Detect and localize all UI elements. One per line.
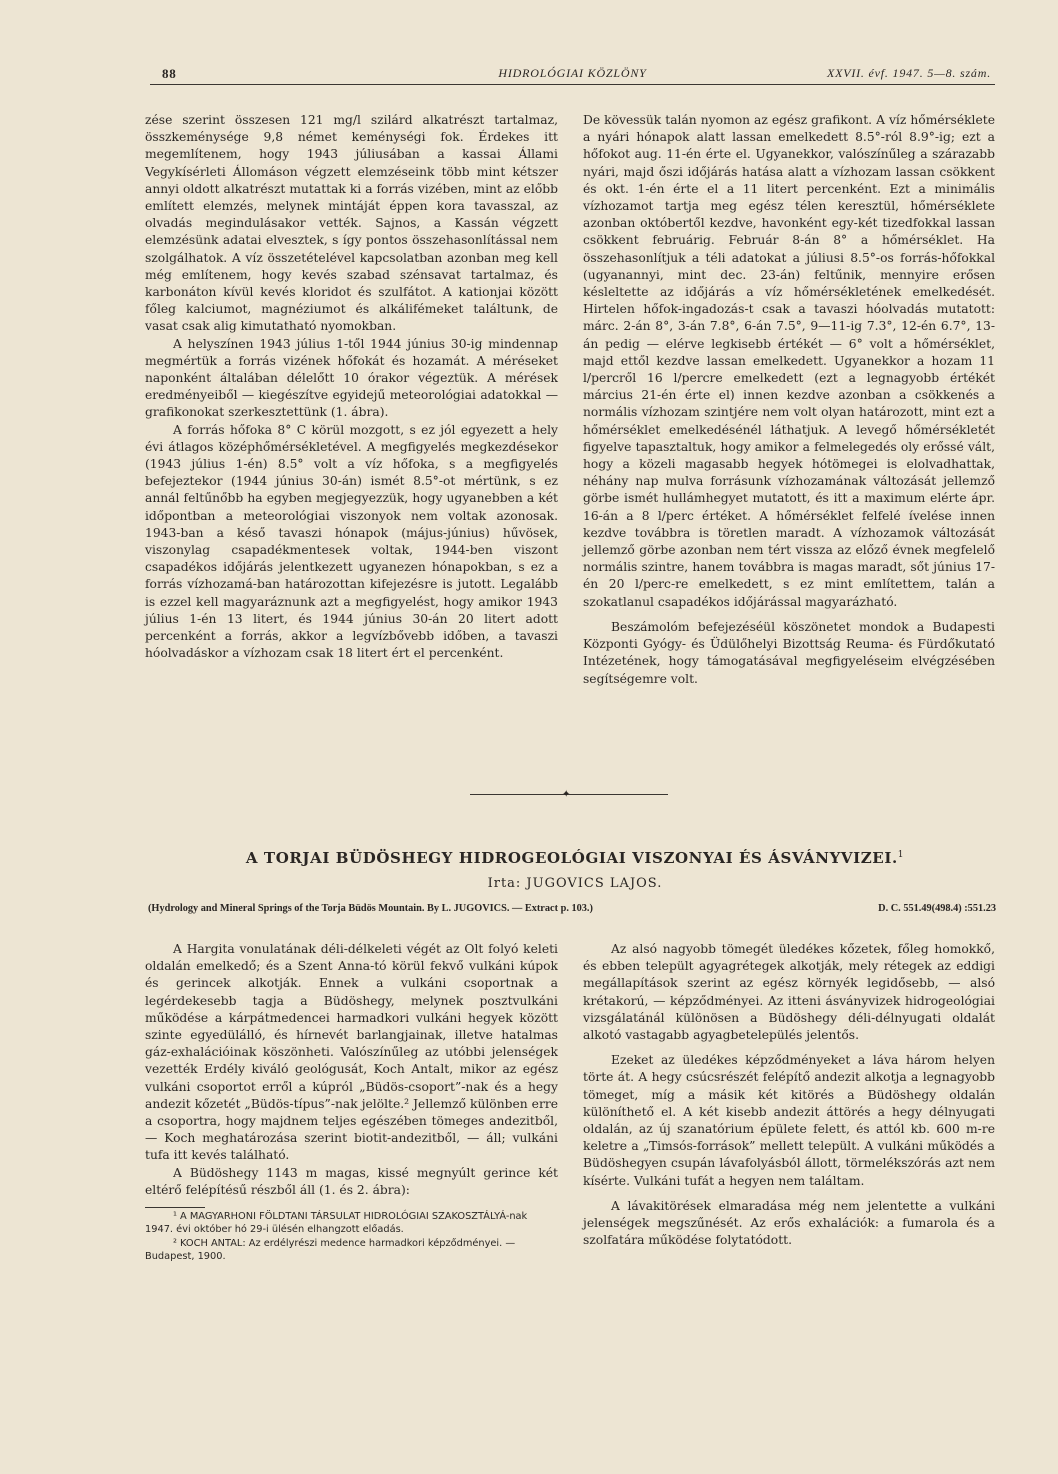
article2-column-right [583,941,995,1249]
paragraph: A helyszínen 1943 július 1-től 1944 június 30-ig mindennap megmértük a forrás vizének hőfokát és hozamát. A méréseket naponként általában délelőtt 10 órakor végeztük. A mérések eredményeiből — kiegészítve egyidejű meteorológiai adatokkal — grafikonokat szerkesztettünk (1. ábra). [145,336,558,420]
footnote-rule [145,1207,205,1208]
ornament-icon: ✦ [562,789,571,800]
page-number: 88 [162,66,177,81]
footnote: ² KOCH ANTAL: Az erdélyrészi medence harmadkori képződményei. — Budapest, 1900. [145,1238,516,1262]
article1-column-right [583,112,995,688]
decimal-classification: D. C. 551.49(498.4) :551.23 [878,903,996,914]
title-footnote-mark: 1 [897,850,905,860]
english-title: (Hydrology and Mineral Springs of the Torja Büdös Mountain. By L. JUGOVICS. — Extract p. 103.) [148,903,593,914]
paragraph: Beszámolóm befejezéséül köszönetet mondok a Budapesti Központi Gyógy- és Üdülőhelyi Bizottság Reuma- és Fürdőkutató Intézetének, hogy támogatásával megfigyeléseim elvégzésében segítségemre volt. [583,619,995,686]
paragraph: A Hargita vonulatának déli-délkeleti végét az Olt folyó keleti oldalán emelkedő; és a Szent Anna-tó körül fekvő vulkáni kúpok és gerincek alkotják. Ennek a vulkáni csoportnak a legérdekesebb tagja a Büdöshegy, melynek posztvulkáni működése a kárpátmedencei harmadkori vulkáni hegyek között szinte egyedülálló, és hírnevét barlangjainak, illetve hatalmas gáz-exhalációinak köszönheti. Valószínűleg az utóbbi jelenségek vezették Erdély kiváló geológusát, Koch Antalt, mikor az egész vulkáni csoportot erről a kúpról „Büdös-csoport”-nak és a hegy andezit kőzetét „Büdös-típus”-nak jelölte.² Jellemző különben erre a csoportra, hogy majdnem teljes egészében tömeges andezitből, — Koch meghatározása szerint biotit-andezitből, — áll; vulkáni tufa itt kevés található. [145,942,558,1163]
paragraph: Ezeket az üledékes képződményeket a láva három helyen törte át. A hegy csúcsrészét felépítő andezit alkotja a legnagyobb tömeget, míg a másik két kitörés a Büdöshegy oldalán különíthető el. A két kisebb andezit áttörés a hegy délnyugati oldalán, az új szanatórium épülete felett, és attól kb. 600 m-re keletre a „Timsós-források” mellett települt. A vulkáni működés a Büdöshegyen csupán lávafolyásból állott, törmelékszórás azt nem kísérte. Vulkáni tufát a hegyen nem találtam. [583,1053,995,1188]
paragraph: Az alsó nagyobb tömegét üledékes kőzetek, főleg homokkő, és ebben települt agyagrétegek alkotják, mely rétegek az eddigi megállapítások szerint az egész környék legidősebb, — alsó krétakorú, — képződményei. Az itteni ásványvizek hidrogeológiai vizsgálatánál különösen a Büdöshegy déli-délnyugati oldalát alkotó vastagabb agyagbetelepülés jelentős. [583,942,995,1043]
running-header [150,62,995,85]
footnotes [145,1211,558,1263]
paragraph: zése szerint összesen 121 mg/l szilárd alkatrészt tartalmaz, összkeménysége 9,8 német keménységi fok. Érdekes itt megemlítenem, hogy 1943 júliusában a kassai Állami Vegykísérleti Állomáson végzett elemzéseink több mint kétszer annyi oldott alkatrészt mutattak ki a forrás vizében, mint az előbb említett elemzés, melynek mintáját éppen kora tavasszal, az olvadás megindulásakor vették. Sajnos, a Kassán végzett elemzésünk adatai elvesztek, s így pontos összehasonlítással nem szolgálhatok. A víz összetételével kapcsolatban azonban meg kell még említenem, hogy kevés szabad szénsavat tartalmaz, és karbonáton kívül kevés kloridot és szulfátot. A kationjai között főleg kalciumot, magnéziumot és alkálifémeket találtunk, de vasat csak alig kimutatható nyomokban. [145,113,558,334]
article-title-text: A TORJAI BÜDÖSHEGY HIDROGEOLÓGIAI VISZONYAI ÉS ÁSVÁNYVIZEI. [245,849,898,867]
issue-info: XXVII. évf. 1947. 5—8. szám. [826,66,991,80]
footnote: ¹ A MAGYARHONI FÖLDTANI TÁRSULAT HIDROLÓGIAI SZAKOSZTÁLYÁ-nak 1947. évi október hó 29-i ülésén elhangzott előadás. [145,1211,528,1235]
article2-column-left [145,941,558,1265]
paragraph: A Büdöshegy 1143 m magas, kissé megnyúlt gerince két eltérő felépítésű részből áll (1. és 2. ábra): [145,1165,558,1197]
section-divider [470,790,668,800]
article1-column-left [145,112,558,663]
article-author: Irta: JUGOVICS LAJOS. [487,876,663,891]
paragraph: De kövessük talán nyomon az egész grafikont. A víz hőmérséklete a nyári hónapok alatt lassan emelkedett 8.5°-ról 8.9°-ig; ezt a hőfokot aug. 11-én érte el. Ugyanekkor, valószínűleg a szárazabb nyári, majd őszi időjárás hatása alatt a vízhozam lassan csökkent és okt. 1-én érte el a 11 litert percenként. Ezt a minimális vízhozamot tartja meg egész télen keresztül, hőmérséklete azonban októbertől kezdve, havonként egy-két tizedfokkal lassan csökkent februárig. Február 8-án 8° a hőmérséklet. Ha összehasonlítjuk a téli adatokat a júliusi 8.5°-os forrás-hőfokkal (ugyanannyi, mint dec. 23-án) feltűnik, mennyire erősen késleltette az időjárás a víz hőmérsékletének emelkedését. Hirtelen hőfok-ingadozás-t csak a tavaszi hóolvadás mutatott: márc. 2-án 8°, 3-án 7.8°, 6-án 7.5°, 9—11-ig 7.3°, 12-én 6.7°, 13-án pedig — elérve legkisebb értékét — 6° volt a hőmérséklet, majd ettől kezdve lassan emelkedett. Ugyanekkor a hozam 11 l/percről 16 l/percre emelkedett (ezt a legnagyobb értékét március 21-én érte el) innen kezdve azonban a csökkenés a normális vízhozam szintjére nem volt olyan határozott, mint ezt a hőmérséklet emelkedésénél láthatjuk. A levegő hőmérsékletét figyelve tapasztaltuk, hogy amikor a felmelegedés oly erőssé vált, hogy a közeli magasabb hegyek hótömegei is elolvadhattak, néhány nap mulva forrásunk vízhozamának változását jellemző görbe ismét hullámhegyet mutatott, és itt a maximum elérte ápr. 16-án a 8 l/perc értéket. A hőmérséklet felfelé ívelése innen kezdve továbbra is töretlen maradt. A vízhozamok változását jellemző görbe azonban nem tért vissza az előző évnek megfelelő normális szintre, hanem továbbra is magas maradt, sőt június 17-én 20 l/perc-re emelkedett, s ez mint említettem, talán a szokatlanul csapadékos időjárással magyarázható. [583,113,995,609]
journal-title: HIDROLÓGIAI KÖZLÖNY [498,66,647,80]
article-title [150,849,1000,867]
paragraph: A forrás hőfoka 8° C körül mozgott, s ez jól egyezett a hely évi átlagos középhőmérsékletével. A megfigyelés megkezdésekor (1943 július 1-én) 8.5° volt a víz hőfoka, s a megfigyelés befejeztekor (1944 június 30-án) ismét 8.5°-ot mértünk, s ez annál feltűnőbb ha egyben megjegyezzük, hogy ugyanebben a két időpontban a meteorológiai viszonyok nem voltak azonosak. 1943-ban a késő tavaszi hónapok (május-június) hűvösek, viszonylag csapadékmentesek voltak, 1944-ben viszont csapadékos időjárás jelentkezett ugyanezen hónapokban, s ez a forrás vízhozamá-ban határozottan kifejezésre is jutott. Legalább is ezzel kell magyaráznunk azt a megfigyelést, hogy amikor 1943 július 1-én 13 litert, és 1944 június 30-án 20 litert adott percenként a forrás, akkor a legvízbővebb időben, a tavaszi hóolvadáskor a vízhozam csak 18 litert ért el percenként. [145,422,558,661]
paragraph: A lávakitörések elmaradása még nem jelentette a vulkáni jelenségek megszűnését. Az erős exhalációk: a fumarola és a szolfatára működése folytatódott. [583,1198,995,1248]
article-abstract-line [148,903,996,919]
